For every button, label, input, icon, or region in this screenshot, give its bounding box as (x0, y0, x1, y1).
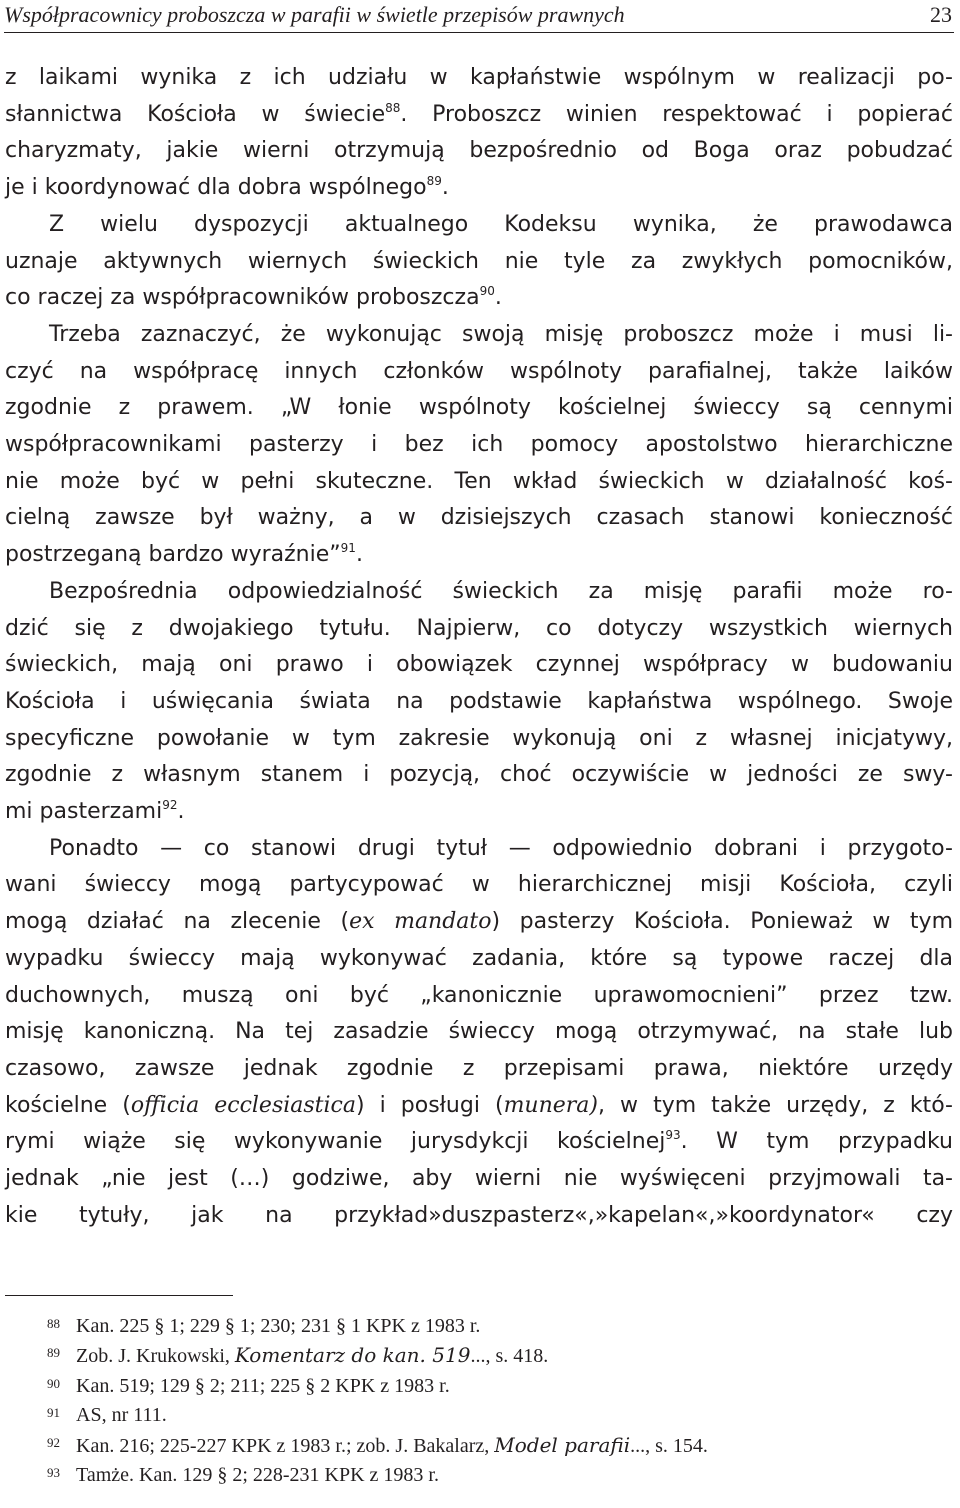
text-fragment: kościelne ( (5, 1092, 131, 1118)
text-fragment: co raczej za współpracowników proboszcza (5, 285, 480, 311)
paragraph-5-line-8 (5, 1088, 953, 1125)
italic-term: munera) (503, 1092, 598, 1118)
footnote-number: 93 (47, 1465, 60, 1481)
paragraph-2-line-1: Z wielu dyspozycji aktualnego Kodeksu wynika, że prawodawca (49, 211, 953, 237)
footnote-text: Kan. 519; 129 § 2; 211; 225 § 2 KPK z 1983 r. (76, 1374, 450, 1397)
text-fragment: . Proboszcz winien respektować i popierać (400, 101, 953, 127)
text-fragment: . W tym przypadku (680, 1129, 953, 1155)
body-text (5, 60, 953, 1235)
paragraph-2-line-3 (5, 280, 953, 317)
italic-term: ex mandato (349, 909, 492, 935)
footnote-italic-title: Model parafii (494, 1432, 631, 1457)
paragraph-5-line-9 (5, 1124, 953, 1161)
paragraph-1-line-4 (5, 170, 953, 207)
italic-term: officia ecclesiastica (130, 1092, 356, 1118)
footnote-separator (5, 1295, 233, 1296)
footnote-text: Zob. J. Krukowski, (76, 1345, 235, 1368)
paragraph-3-line-5: nie może być w pełni skuteczne. Ten wkład świeckich w działalność koś- (5, 468, 953, 494)
footnote-number: 91 (47, 1405, 60, 1421)
paragraph-3-line-4: współpracownikami pasterzy i bez ich pomocy apostolstwo hierarchiczne (5, 432, 953, 458)
footnote-number: 90 (47, 1375, 60, 1391)
paragraph-4-line-1: Bezpośrednia odpowiedzialność świeckich za misję parafii może ro- (49, 578, 953, 604)
paragraph-5-line-6: misję kanoniczną. Na tej zasadzie świeccy mogą otrzymywać, na stałe lub (5, 1019, 953, 1045)
footnotes (47, 1312, 947, 1490)
footnote-text: Kan. 225 § 1; 229 § 1; 230; 231 § 1 KPK z 1983 r. (76, 1315, 481, 1337)
paragraph-5-line-3 (5, 904, 953, 941)
page-number: 23 (930, 2, 952, 27)
paragraph-5-line-10: jednak „nie jest (…) godziwe, aby wierni nie wyświęceni przyjmowali ta- (5, 1166, 953, 1192)
footnote-91 (47, 1401, 947, 1430)
footnote-text: ..., s. 154. (630, 1434, 708, 1457)
paragraph-3-line-7 (5, 537, 953, 574)
text-fragment: . (494, 285, 502, 311)
paragraph-3-line-2: czyć na współpracę innych członków wspólnoty parafialnej, także laików (5, 358, 953, 384)
paragraph-4-line-2: dzić się z dwojakiego tytułu. Najpierw, co dotyczy wszystkich wiernych (5, 615, 953, 641)
text-fragment: postrzeganą bardzo wyraźnie” (5, 542, 341, 568)
paragraph-3-line-1: Trzeba zaznaczyć, że wykonując swoją misję proboszcz może i musi li- (49, 321, 953, 347)
footnote-text: Kan. 216; 225-227 KPK z 1983 r.; zob. J. Bakalarz, (76, 1434, 495, 1457)
footnote-ref-90[interactable]: 90 (479, 284, 495, 299)
footnote-text: ..., s. 418. (470, 1345, 549, 1368)
paragraph-5-line-7: czasowo, zawsze jednak zgodnie z przepisami prawa, niektóre urzędy (5, 1055, 953, 1081)
footnote-92 (47, 1431, 947, 1461)
paragraph-5-line-5: duchownych, muszą oni być „kanonicznie uprawomocnieni” przez tzw. (5, 982, 953, 1008)
footnote-ref-89[interactable]: 89 (426, 174, 442, 189)
text-fragment: . (355, 542, 363, 568)
text-fragment: je i koordynować dla dobra wspólnego (5, 175, 427, 201)
paragraph-1-line-1: z laikami wynika z ich udziału w kapłaństwie wspólnym w realizacji po- (5, 65, 953, 90)
footnote-ref-88[interactable]: 88 (385, 100, 401, 115)
footnote-ref-93[interactable]: 93 (665, 1128, 681, 1143)
footnote-number: 88 (47, 1316, 60, 1331)
paragraph-5-line-11: kie tytuły, jak na przykład»duszpasterz«,»kapelan«,»koordynator« czy (5, 1202, 953, 1228)
paragraph-4-line-6: zgodnie z własnym stanem i pozycją, choć oczywiście w jedności ze swy- (5, 762, 953, 788)
text-fragment: mi pasterzami (5, 799, 163, 825)
text-fragment: ) pasterzy Kościoła. Ponieważ w tym (491, 909, 953, 935)
footnote-ref-92[interactable]: 92 (162, 798, 178, 813)
text-fragment: mogą działać na zlecenie ( (5, 909, 350, 935)
text-fragment: . (177, 799, 185, 825)
paragraph-1-line-3: charyzmaty, jakie wierni otrzymują bezpośrednio od Boga oraz pobudzać (5, 138, 953, 164)
footnote-90 (47, 1372, 947, 1401)
text-fragment: rymi wiąże się wykonywanie jurysdykcji kościelnej (5, 1129, 666, 1155)
paragraph-5-line-4: wypadku świeccy mają wykonywać zadania, które są typowe raczej dla (5, 945, 953, 971)
paragraph-5-line-1: Ponadto — co stanowi drugi tytuł — odpowiednio dobrani i przygoto- (49, 835, 953, 861)
paragraph-2-line-2: uznaje aktywnych wiernych świeckich nie tyle za zwykłych pomocników, (5, 248, 953, 274)
footnote-number: 89 (47, 1345, 60, 1361)
paragraph-4-line-5: specyficzne powołanie w tym zakresie wykonują oni z własnej inicjatywy, (5, 725, 953, 751)
footnote-text: AS, nr 111. (76, 1404, 167, 1427)
text-fragment: ) i posługi ( (356, 1092, 504, 1118)
text-fragment: , w tym także urzędy, z któ- (598, 1092, 953, 1118)
footnote-89 (47, 1341, 947, 1371)
footnote-88 (47, 1312, 947, 1341)
footnote-italic-title: Komentarz do kan. 519 (234, 1343, 471, 1368)
running-title: Współpracownicy proboszcza w parafii w świetle przepisów prawnych (4, 2, 625, 27)
paragraph-3-line-6: cielną zawsze był ważny, a w dzisiejszych czasach stanowi konieczność (5, 505, 953, 531)
paragraph-4-line-4: Kościoła i uświęcania świata na podstawie kapłaństwa wspólnego. Swoje (5, 688, 953, 714)
footnote-number: 92 (47, 1434, 60, 1450)
footnote-93 (47, 1461, 947, 1490)
footnote-text: Tamże. Kan. 129 § 2; 228-231 KPK z 1983 r. (76, 1464, 439, 1487)
paragraph-1-line-2 (5, 97, 953, 134)
text-fragment: słannictwa Kościoła w świecie (5, 101, 386, 127)
paragraph-4-line-7 (5, 794, 953, 831)
text-fragment: . (441, 175, 449, 201)
running-header (4, 2, 954, 33)
paragraph-3-line-3: zgodnie z prawem. „W łonie wspólnoty kościelnej świeccy są cennymi (5, 395, 953, 421)
footnote-ref-91[interactable]: 91 (340, 541, 356, 556)
paragraph-5-line-2: wani świeccy mogą partycypować w hierarchicznej misji Kościoła, czyli (5, 872, 953, 898)
paragraph-4-line-3: świeckich, mają oni prawo i obowiązek czynnej współpracy w budowaniu (5, 652, 953, 678)
